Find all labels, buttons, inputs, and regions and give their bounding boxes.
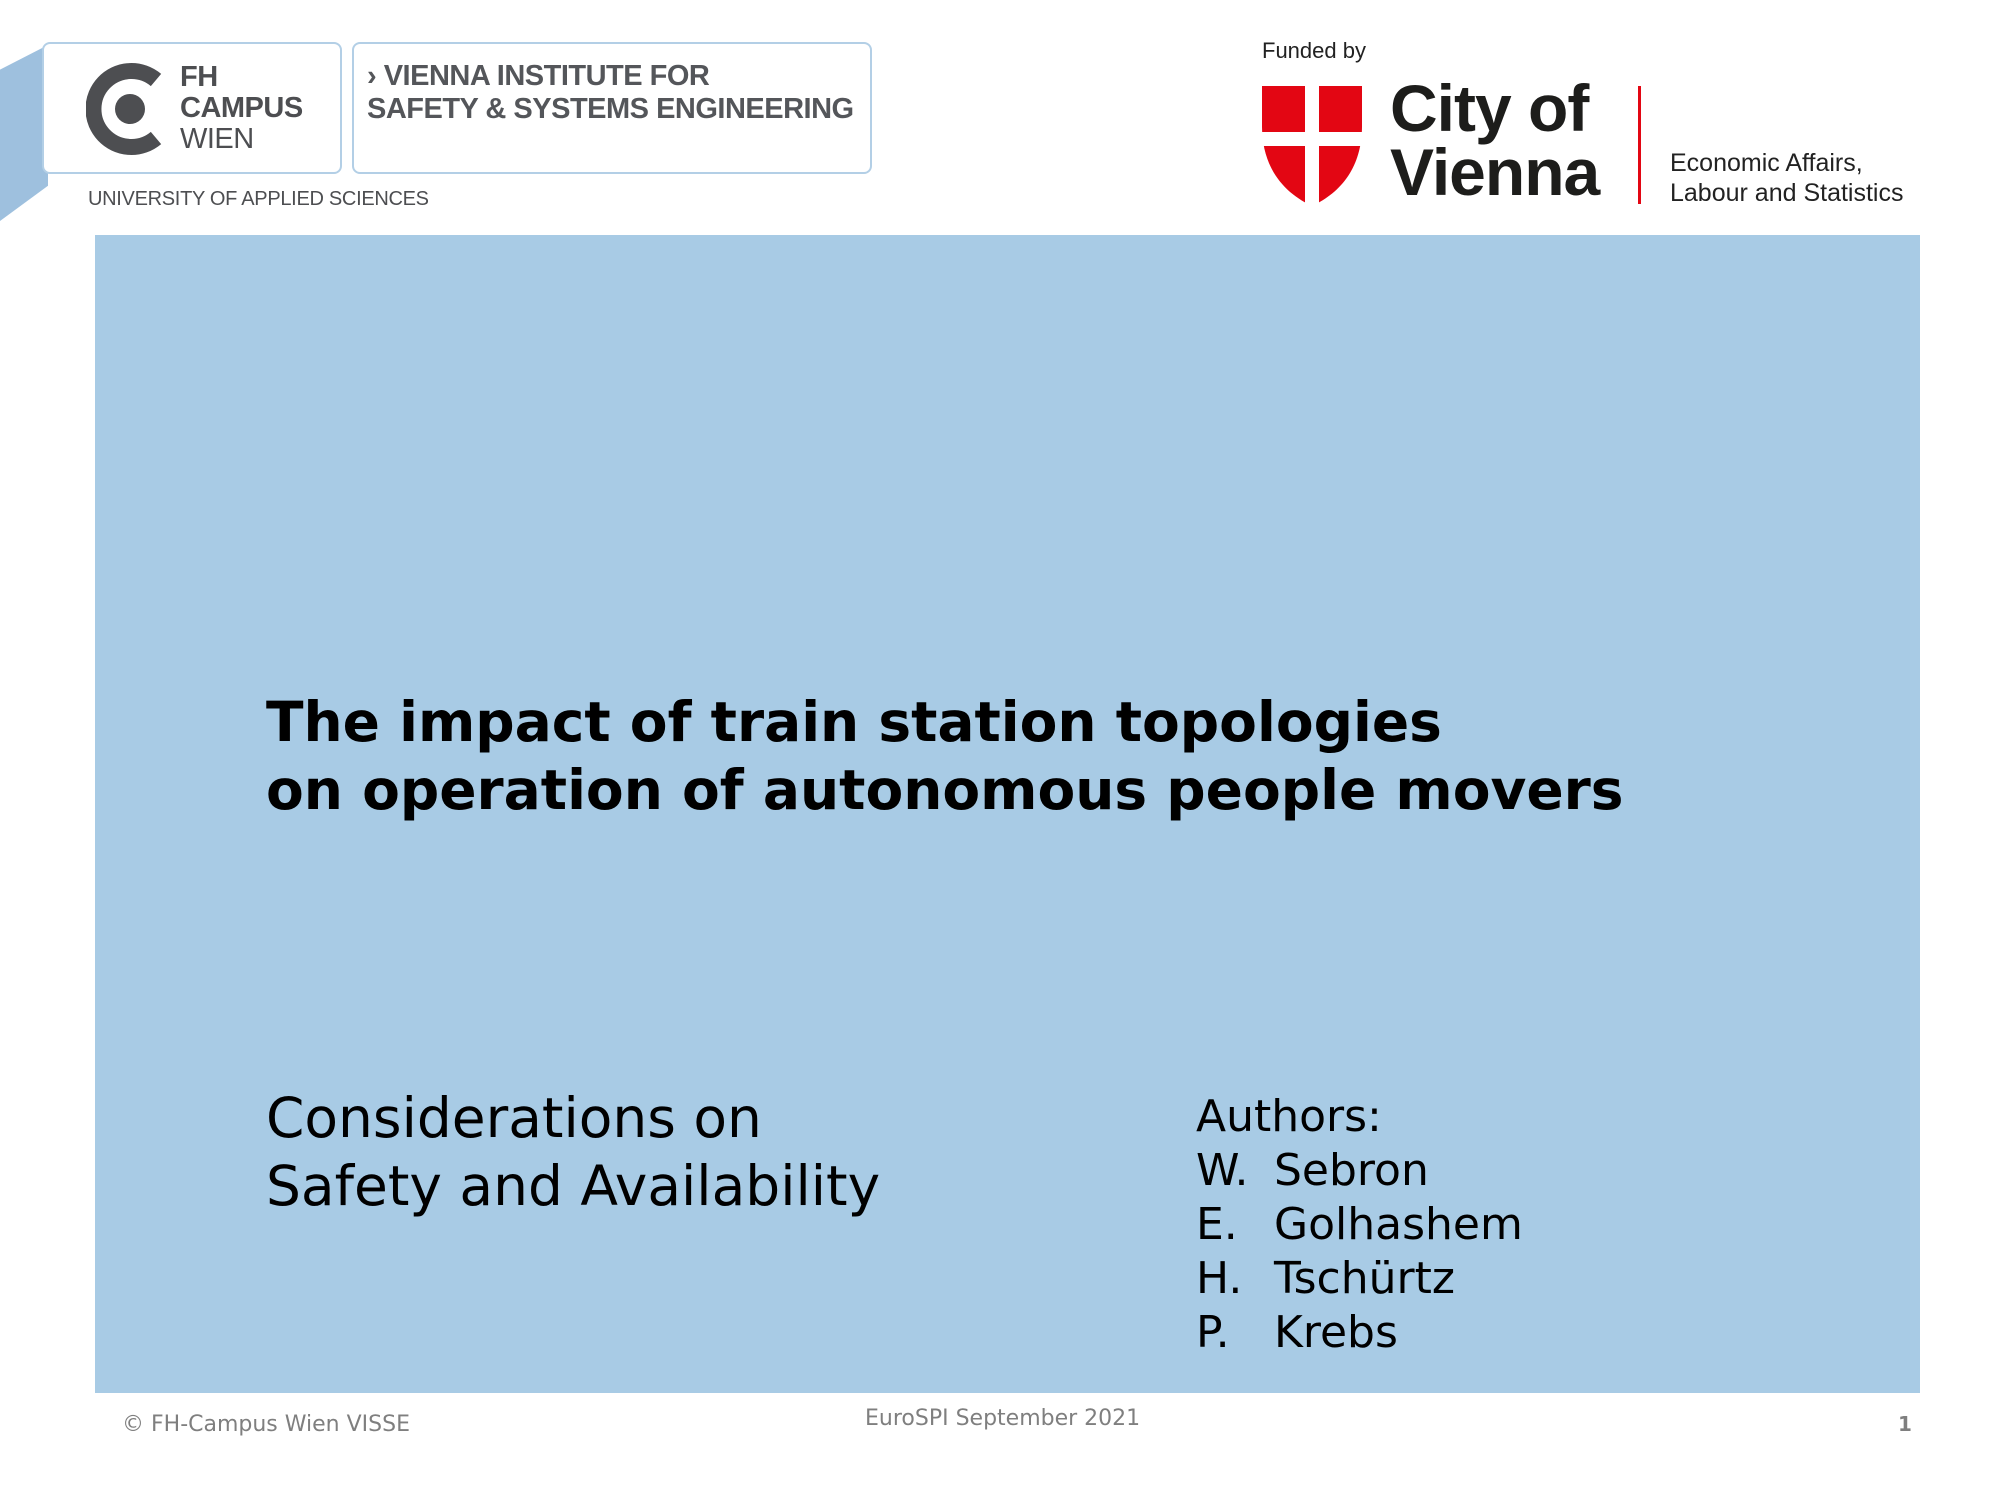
author-item: [1196, 1198, 1523, 1252]
vienna-shield-icon: [1262, 86, 1362, 206]
city-line1: City of: [1390, 71, 1589, 145]
author-item: [1196, 1252, 1523, 1306]
fh-logo-text: [180, 62, 303, 155]
funded-by-label: Funded by: [1262, 38, 1366, 63]
fh-tagline: UNIVERSITY OF APPLIED SCIENCES: [88, 188, 429, 210]
institute-logo-line1: › VIENNA INSTITUTE FOR: [367, 60, 710, 92]
institute-logo-line2: SAFETY & SYSTEMS ENGINEERING: [367, 93, 854, 125]
fh-logo-line2: CAMPUS: [180, 92, 303, 124]
city-of-vienna-wordmark: [1390, 71, 1600, 209]
department-line1: Economic Affairs,: [1670, 149, 1863, 177]
authors-label: Authors:: [1196, 1091, 1382, 1142]
slide-title-line2: on operation of autonomous people movers: [266, 758, 1624, 822]
slide-subtitle-line2: Safety and Availability: [266, 1154, 881, 1218]
fh-logo-accent: [0, 45, 48, 221]
fh-logo-line1: FH: [180, 61, 218, 93]
author-surname: Golhashem: [1274, 1199, 1523, 1250]
department-name: [1670, 148, 1903, 208]
footer-copyright: © FH-Campus Wien VISSE: [122, 1412, 410, 1437]
author-initial: W.: [1196, 1145, 1249, 1196]
slide-title-line1: The impact of train station topologies: [266, 690, 1442, 754]
city-line2: Vienna: [1390, 135, 1600, 209]
authors-block: [1196, 1090, 1523, 1360]
author-item: [1196, 1306, 1523, 1360]
author-item: [1196, 1144, 1523, 1198]
slide-subtitle: [266, 1084, 880, 1220]
author-initial: P.: [1196, 1307, 1230, 1358]
fh-logo-line3: WIEN: [180, 123, 254, 155]
author-initial: H.: [1196, 1253, 1243, 1304]
page-number: 1: [1898, 1412, 1912, 1436]
institute-logo-text: [367, 60, 854, 126]
department-line2: Labour and Statistics: [1670, 179, 1904, 207]
slide-title: [266, 688, 1624, 824]
vienna-divider: [1638, 86, 1641, 204]
author-surname: Krebs: [1274, 1307, 1398, 1358]
author-surname: Tschürtz: [1274, 1253, 1455, 1304]
footer-event: EuroSPI September 2021: [865, 1406, 1141, 1431]
fh-campus-logo-icon: [86, 60, 168, 158]
author-initial: E.: [1196, 1199, 1238, 1250]
slide-subtitle-line1: Considerations on: [266, 1086, 762, 1150]
author-surname: Sebron: [1274, 1145, 1429, 1196]
